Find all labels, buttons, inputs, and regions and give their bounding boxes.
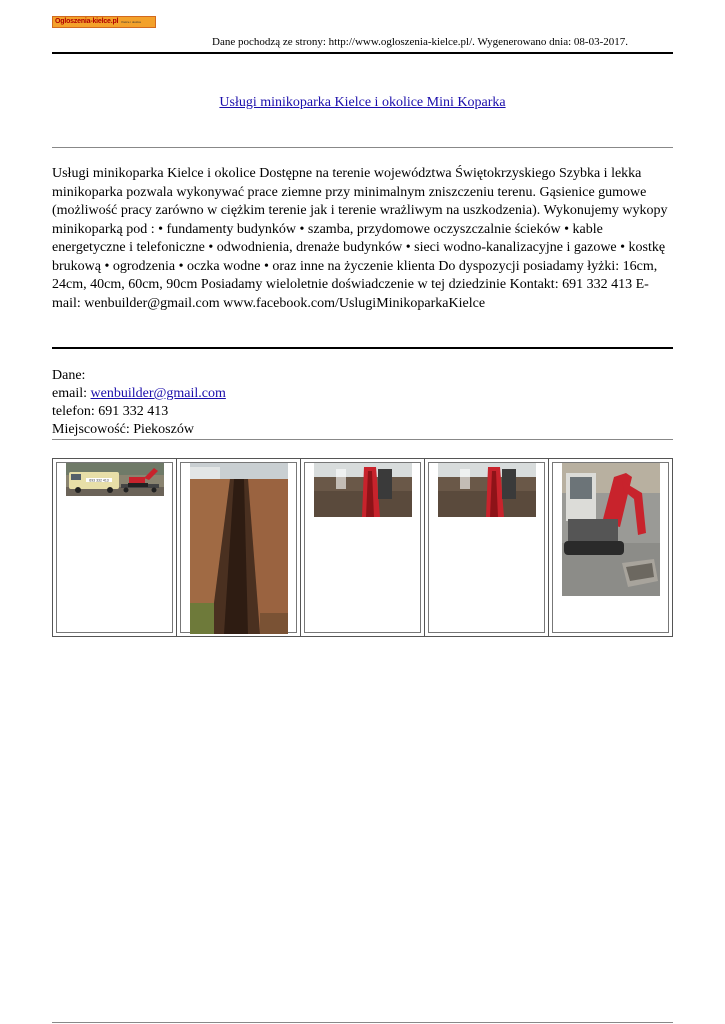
email-label: email: — [52, 386, 91, 401]
van-phone-text: 693 332 413 — [89, 478, 109, 483]
gallery-cell — [177, 459, 301, 636]
city-value: Piekoszów — [133, 422, 194, 437]
phone-row — [52, 403, 673, 421]
gallery-cell-frame — [428, 462, 545, 633]
gallery-photo-trench[interactable] — [190, 463, 288, 634]
gallery-cell-frame — [552, 462, 669, 633]
source-line: Dane pochodzą ze strony: http://www.ogloszenia-kielce.pl/. Wygenerowano dnia: 08-03-2017. — [212, 36, 628, 48]
contact-details — [52, 367, 673, 439]
photo-gallery — [52, 458, 673, 637]
details-divider — [52, 439, 673, 440]
email-row — [52, 385, 673, 403]
header-divider — [52, 52, 673, 54]
logo-text: Ogloszenia-kielce.pl — [55, 18, 119, 25]
gallery-photo-excavator-2[interactable] — [438, 463, 536, 517]
description-divider — [52, 347, 673, 349]
gallery-cell — [549, 459, 672, 636]
gallery-cell — [53, 459, 177, 636]
ad-description: Usługi minikoparka Kielce i okolice Dostępne na terenie województwa Świętokrzyskiego Szybka i lekka minikoparka pozwala wykonywać prace ziemne przy minimalnym zniszczeniu terenu. Gąsienice gumowe (możliwość pracy zarówno w ciężkim terenie jak i terenie wrażliwym na uszkodzenia). Wykonujemy wykopy minikoparką pod : • fundamenty budynków • szamba, przydomowe oczyszczalnie ścieków • kable energetyczne i telefoniczne • odwodnienia, drenaże budynków • sieci wodno-kanalizacyjne i gazowe • kostkę brukową • ogrodzenia • oczka wodne • oraz inne na życzenie klienta Do dyspozycji posiadamy łyżki: 16cm, 24cm, 40cm, 60cm, 90cm Posiadamy wieloletnie doświadczenie w tej dziedzinie Kontakt: 691 332 413 E-mail: wenbuilder@gmail.com www.facebook.com/UslugiMinikoparkaKielce — [52, 166, 668, 311]
title-divider — [52, 147, 673, 148]
gallery-cell — [301, 459, 425, 636]
gallery-cell-frame — [180, 462, 297, 633]
city-label: Miejscowość: — [52, 422, 134, 437]
gallery-photo-excavator-1[interactable] — [314, 463, 412, 517]
gallery-photo-van[interactable] — [66, 463, 164, 496]
footer-divider — [52, 1022, 673, 1023]
details-heading: Dane: — [52, 368, 86, 383]
site-logo — [52, 16, 156, 28]
gallery-cell-frame — [56, 462, 173, 633]
gallery-cell — [425, 459, 549, 636]
city-row — [52, 421, 673, 439]
ad-title-link[interactable]: Usługi minikoparka Kielce i okolice Mini Koparka — [219, 95, 506, 110]
phone-label: telefon: — [52, 404, 99, 419]
gallery-cell-frame — [304, 462, 421, 633]
email-link[interactable]: wenbuilder@gmail.com — [90, 386, 226, 401]
logo-subtext: Kielce i okolice — [121, 20, 142, 24]
gallery-photo-excavator-3[interactable] — [562, 463, 660, 596]
phone-value: 691 332 413 — [98, 404, 169, 419]
